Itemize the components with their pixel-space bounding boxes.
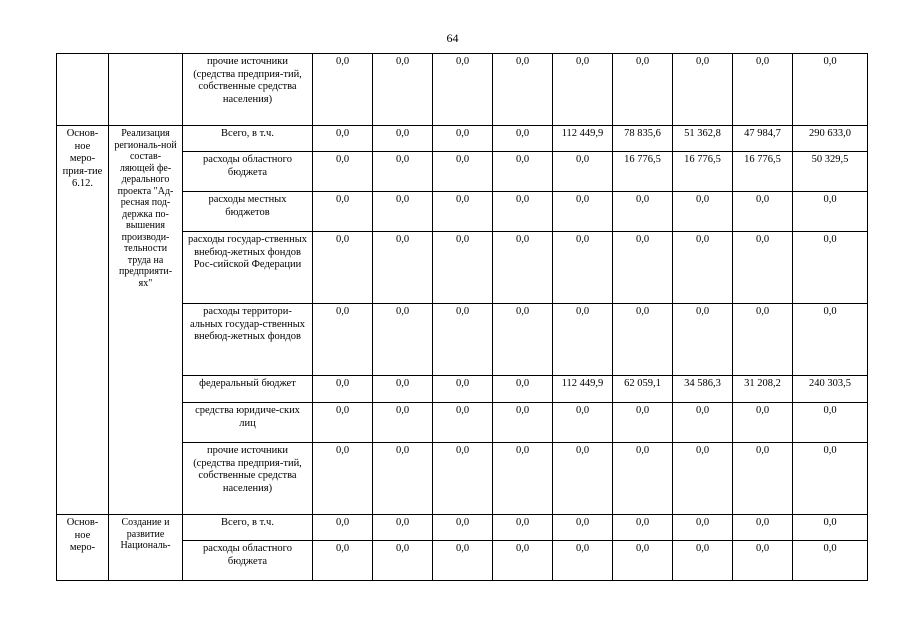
value-cell: 0,0 xyxy=(373,152,433,192)
value-cell: 0,0 xyxy=(313,192,373,232)
budget-table xyxy=(56,53,868,581)
value-cell: 112 449,9 xyxy=(553,126,613,152)
value-cell: 0,0 xyxy=(553,232,613,304)
row-label: Всего, в т.ч. xyxy=(183,515,313,541)
description-cell: Реализация региональ-ной состав-ляющей фе-дерального проекта "Ад-ресная под-держка по-вышения производи-тельности труда на предприяти-ях" xyxy=(109,126,183,515)
value-cell: 0,0 xyxy=(373,232,433,304)
value-cell: 0,0 xyxy=(313,515,373,541)
value-cell: 0,0 xyxy=(493,376,553,403)
value-cell: 0,0 xyxy=(673,54,733,126)
value-cell: 0,0 xyxy=(433,232,493,304)
value-cell: 0,0 xyxy=(553,152,613,192)
value-cell: 0,0 xyxy=(613,541,673,581)
row-label: прочие источники (средства предприя-тий, собственные средства населения) xyxy=(183,443,313,515)
value-cell: 47 984,7 xyxy=(733,126,793,152)
row-label: средства юридиче-ских лиц xyxy=(183,403,313,443)
value-cell: 0,0 xyxy=(793,515,868,541)
value-cell: 0,0 xyxy=(733,232,793,304)
value-cell: 16 776,5 xyxy=(613,152,673,192)
value-cell: 0,0 xyxy=(313,126,373,152)
value-cell: 0,0 xyxy=(313,376,373,403)
value-cell: 240 303,5 xyxy=(793,376,868,403)
value-cell: 34 586,3 xyxy=(673,376,733,403)
value-cell: 0,0 xyxy=(433,126,493,152)
value-cell: 0,0 xyxy=(373,403,433,443)
description-cell: Создание и развитие Националь- xyxy=(109,515,183,581)
value-cell: 0,0 xyxy=(793,232,868,304)
value-cell: 0,0 xyxy=(733,54,793,126)
value-cell: 0,0 xyxy=(433,54,493,126)
value-cell: 0,0 xyxy=(373,192,433,232)
value-cell: 0,0 xyxy=(373,54,433,126)
value-cell: 0,0 xyxy=(613,515,673,541)
value-cell: 0,0 xyxy=(433,304,493,376)
value-cell: 0,0 xyxy=(553,54,613,126)
section-cell xyxy=(57,54,109,126)
value-cell: 0,0 xyxy=(433,376,493,403)
value-cell: 0,0 xyxy=(733,304,793,376)
value-cell: 62 059,1 xyxy=(613,376,673,403)
value-cell: 0,0 xyxy=(493,54,553,126)
value-cell: 0,0 xyxy=(673,515,733,541)
value-cell: 0,0 xyxy=(493,541,553,581)
value-cell: 0,0 xyxy=(613,304,673,376)
value-cell: 0,0 xyxy=(553,515,613,541)
value-cell: 0,0 xyxy=(433,192,493,232)
row-label: Всего, в т.ч. xyxy=(183,126,313,152)
value-cell: 0,0 xyxy=(793,192,868,232)
value-cell: 0,0 xyxy=(673,541,733,581)
value-cell: 16 776,5 xyxy=(673,152,733,192)
page-number: 64 xyxy=(446,31,459,45)
value-cell: 0,0 xyxy=(733,443,793,515)
value-cell: 0,0 xyxy=(553,541,613,581)
value-cell: 0,0 xyxy=(613,192,673,232)
value-cell: 0,0 xyxy=(733,192,793,232)
table-row xyxy=(57,515,868,541)
value-cell: 0,0 xyxy=(613,54,673,126)
row-label: расходы территори-альных государ-ственных внебюд-жетных фондов xyxy=(183,304,313,376)
value-cell: 0,0 xyxy=(733,541,793,581)
value-cell: 0,0 xyxy=(673,304,733,376)
value-cell: 0,0 xyxy=(673,192,733,232)
row-label: расходы областного бюджета xyxy=(183,541,313,581)
value-cell: 0,0 xyxy=(493,443,553,515)
value-cell: 0,0 xyxy=(553,443,613,515)
row-label: расходы местных бюджетов xyxy=(183,192,313,232)
value-cell: 0,0 xyxy=(733,515,793,541)
value-cell: 0,0 xyxy=(313,304,373,376)
value-cell: 0,0 xyxy=(373,443,433,515)
value-cell: 0,0 xyxy=(613,443,673,515)
value-cell: 0,0 xyxy=(613,403,673,443)
value-cell: 0,0 xyxy=(673,232,733,304)
value-cell: 50 329,5 xyxy=(793,152,868,192)
value-cell: 31 208,2 xyxy=(733,376,793,403)
value-cell: 0,0 xyxy=(793,304,868,376)
value-cell: 0,0 xyxy=(373,304,433,376)
value-cell: 0,0 xyxy=(433,403,493,443)
value-cell: 0,0 xyxy=(673,403,733,443)
value-cell: 16 776,5 xyxy=(733,152,793,192)
value-cell: 0,0 xyxy=(313,443,373,515)
value-cell: 0,0 xyxy=(373,126,433,152)
value-cell: 0,0 xyxy=(373,541,433,581)
value-cell: 0,0 xyxy=(313,152,373,192)
value-cell: 0,0 xyxy=(493,192,553,232)
value-cell: 0,0 xyxy=(553,304,613,376)
row-label: расходы областного бюджета xyxy=(183,152,313,192)
row-label: прочие источники (средства предприя-тий, собственные средства населения) xyxy=(183,54,313,126)
value-cell: 0,0 xyxy=(493,126,553,152)
value-cell: 0,0 xyxy=(793,541,868,581)
value-cell: 0,0 xyxy=(433,443,493,515)
value-cell: 0,0 xyxy=(493,515,553,541)
section-cell: Основ-ное меро- xyxy=(57,515,109,581)
value-cell: 0,0 xyxy=(313,541,373,581)
value-cell: 0,0 xyxy=(493,403,553,443)
value-cell: 0,0 xyxy=(673,443,733,515)
value-cell: 51 362,8 xyxy=(673,126,733,152)
table-row xyxy=(57,54,868,126)
value-cell: 0,0 xyxy=(433,152,493,192)
value-cell: 0,0 xyxy=(793,403,868,443)
description-cell xyxy=(109,54,183,126)
value-cell: 0,0 xyxy=(313,403,373,443)
value-cell: 0,0 xyxy=(613,232,673,304)
value-cell: 78 835,6 xyxy=(613,126,673,152)
value-cell: 0,0 xyxy=(313,232,373,304)
value-cell: 0,0 xyxy=(433,541,493,581)
value-cell: 0,0 xyxy=(433,515,493,541)
value-cell: 0,0 xyxy=(373,376,433,403)
value-cell: 0,0 xyxy=(493,232,553,304)
value-cell: 0,0 xyxy=(793,443,868,515)
value-cell: 0,0 xyxy=(493,304,553,376)
value-cell: 112 449,9 xyxy=(553,376,613,403)
value-cell: 0,0 xyxy=(733,403,793,443)
section-cell: Основ-ное меро-прия-тие 6.12. xyxy=(57,126,109,515)
value-cell: 290 633,0 xyxy=(793,126,868,152)
value-cell: 0,0 xyxy=(553,192,613,232)
row-label: федеральный бюджет xyxy=(183,376,313,403)
value-cell: 0,0 xyxy=(793,54,868,126)
value-cell: 0,0 xyxy=(493,152,553,192)
row-label: расходы государ-ственных внебюд-жетных фондов Рос-сийской Федерации xyxy=(183,232,313,304)
value-cell: 0,0 xyxy=(313,54,373,126)
table-row xyxy=(57,126,868,152)
value-cell: 0,0 xyxy=(553,403,613,443)
value-cell: 0,0 xyxy=(373,515,433,541)
